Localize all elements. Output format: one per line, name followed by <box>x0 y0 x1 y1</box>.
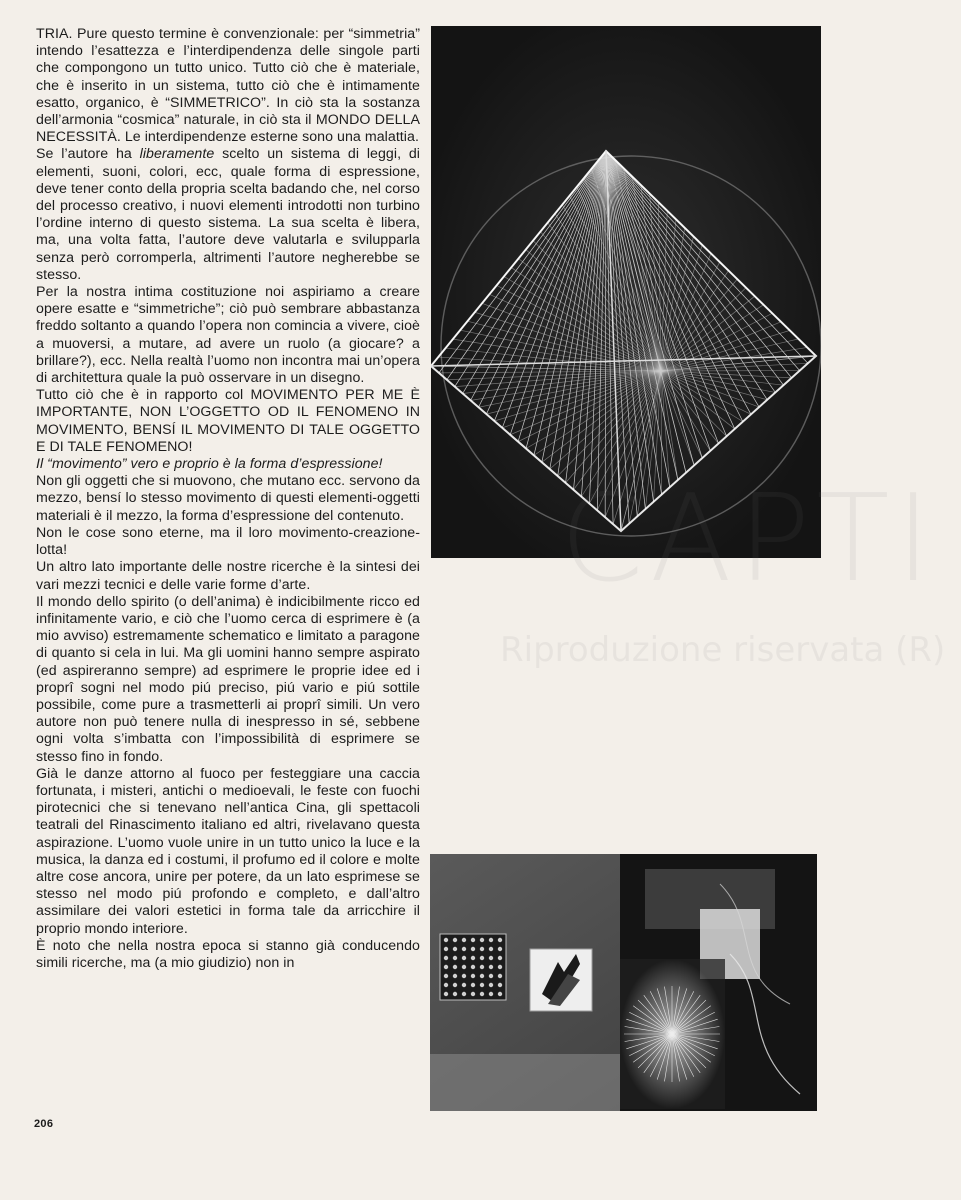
grid-dot <box>489 992 493 996</box>
paragraph-intimate-constitution: Per la nostra intima costituzione noi aspiriamo a creare opere esatte e “simmetriche”; ciò può sembrare abbastanza freddo soltanto a quando l’opera non comincia a vivere, cioè a muoversi, a mutare, ad avere un ruolo (a giocare? a brillare?), ecc. Nella realtà l’uomo non incontra mai un’opera di architettura quale la può osservare in un disegno. <box>36 284 420 387</box>
free-choice-rest: scelto un sistema di leggi, di elementi, suoni, colori, ecc, quale forma di espressione, deve tener conto della propria scelta badando che, nel corso del processo creativo, i nuovi elementi introdotti non turbino l’ordine interno di questo sistema. La sua scelta è libera, ma, una volta fatta, l’autore deve valutarla e svilupparla senza però corromperla, altrimenti l’autore negherebbe se stesso. <box>36 146 420 283</box>
octahedron-sculpture-image <box>431 26 821 558</box>
paragraph-epoch: È noto che nella nostra epoca si stanno già conducendo simili ricerche, ma (a mio giudizio) non in <box>36 937 420 971</box>
grid-dot <box>462 938 466 942</box>
paragraph-eternal: Non le cose sono eterne, ma il loro movimento-creazione-lotta! <box>36 524 420 559</box>
grid-dot <box>462 956 466 960</box>
paragraph-movement-caps: Tutto ciò che è in rapporto col MOVIMENTO PER ME È IMPORTANTE, NON L’OGGETTO OD IL FENOMENO IN MOVIMENTO, BENSÍ IL MOVIMENTO DI TALE OGGETTO E DI TALE FENOMENO! <box>36 387 420 455</box>
light-kinetic-objects-photo <box>430 854 817 1111</box>
grid-dot <box>480 965 484 969</box>
grid-dot <box>471 956 475 960</box>
grid-dot <box>462 947 466 951</box>
grid-dot <box>489 938 493 942</box>
grid-dot <box>462 965 466 969</box>
grid-dot <box>489 956 493 960</box>
grid-dot <box>489 983 493 987</box>
kinetic-objects-image <box>430 854 817 1111</box>
paragraph-symmetry: TRIA. Pure questo termine è convenzionale: per “simmetria” intendo l’esattezza e l’interdipendenza delle singole parti che compongono un tutto unico. Tutto ciò che è materiale, che è inserito in un sistema, tutto ciò che è intimamente esatto, organico, è “SIMMETRICO”. In ciò sta la sostanza dell’armonia “cosmica” naturale, in ciò sta il MONDO DELLA NECESSITÀ. Le interdipendenze esterne sono una malattia. <box>36 26 420 146</box>
paragraph-synthesis: Un altro lato importante delle nostre ricerche è la sintesi dei vari mezzi tecnici e delle varie forme d’arte. <box>36 559 420 593</box>
grid-dot <box>471 947 475 951</box>
grid-dot <box>444 992 448 996</box>
grid-dot <box>444 974 448 978</box>
grid-dot <box>480 974 484 978</box>
grid-dot <box>480 947 484 951</box>
grid-dot <box>471 983 475 987</box>
grid-dot <box>480 992 484 996</box>
grid-dot <box>498 938 502 942</box>
grid-dot <box>453 992 457 996</box>
article-text-column <box>36 26 420 972</box>
paragraph-objects: Non gli oggetti che si muovono, che mutano ecc. servono da mezzo, bensí lo stesso movimento di questi elementi-oggetti materiali è il mezzo, la forma d’espressione del contenuto. <box>36 473 420 524</box>
free-choice-lead: Se l’autore ha <box>36 146 140 163</box>
watermark-notice: Riproduzione riservata (R) <box>500 630 946 670</box>
grid-dot <box>453 956 457 960</box>
grid-dot <box>453 965 457 969</box>
grid-dot <box>498 983 502 987</box>
free-choice-emphasis: liberamente <box>139 146 215 163</box>
grid-dot <box>480 956 484 960</box>
grid-dot <box>489 974 493 978</box>
grid-dot <box>480 938 484 942</box>
italic-line: Il “movimento” vero e proprio è la forma d’espressione! <box>36 456 383 473</box>
paragraph-free-choice <box>36 146 420 284</box>
grid-dot <box>444 938 448 942</box>
grid-dot <box>453 974 457 978</box>
grid-dot <box>462 983 466 987</box>
grid-dot <box>453 947 457 951</box>
grid-dot <box>498 992 502 996</box>
grid-dot <box>453 938 457 942</box>
grid-dot <box>462 992 466 996</box>
page-number: 206 <box>34 1118 54 1130</box>
grid-dot <box>498 974 502 978</box>
grid-dot <box>444 956 448 960</box>
paragraph-spirit: Il mondo dello spirito (o dell’anima) è indicibilmente ricco ed infinitamente vario, e ciò che l’uomo cerca di esprimere è (a mio avviso) estremamente schematico e limitato a paragone di quanto si cela in lui. Ma gli uomini hanno sempre aspirato (ed aspireranno sempre) ad esprimere le proprie idee ed i proprî sogni nel modo piú preciso, piú vario e piú sottile possibile, come pure a trasmetterli ai proprî simili. Un vero autore non può tenere nulla di inespresso in sé, sebbene ogni volta s’imbatta con l’impossibilità di esprimere se stesso fino in fondo. <box>36 593 420 765</box>
octahedron-string-sculpture-photo <box>431 26 821 558</box>
paragraph-movement-italic <box>36 456 420 473</box>
grid-dot <box>471 938 475 942</box>
grid-dot <box>498 956 502 960</box>
grid-dot <box>444 983 448 987</box>
grid-dot <box>489 947 493 951</box>
grid-dot <box>471 974 475 978</box>
grid-dot <box>498 965 502 969</box>
grid-dot <box>462 974 466 978</box>
grid-dot <box>489 965 493 969</box>
grid-dot <box>453 983 457 987</box>
grid-dot <box>444 947 448 951</box>
grid-dot <box>444 965 448 969</box>
grid-dot <box>480 983 484 987</box>
grid-dot <box>471 992 475 996</box>
grid-dot <box>471 965 475 969</box>
grid-dot <box>498 947 502 951</box>
paragraph-dances: Già le danze attorno al fuoco per festeggiare una caccia fortunata, i misteri, antichi o medioevali, le feste con fuochi pirotecnici che si tenevano nell’antica Cina, gli spettacoli teatrali del Rinascimento italiano ed altri, rivelavano questa aspirazione. L’uomo vuole unire in un tutto unico la luce e la musica, la danza ed i costumi, il profumo ed il colore e molte altre cose ancora, unire per potere, da un lato esprimese se stesso nel modo piú profondo e completo, e dall’altro assimilare dei valori estetici in forma tale da arricchire il proprio mondo interiore. <box>36 765 420 937</box>
